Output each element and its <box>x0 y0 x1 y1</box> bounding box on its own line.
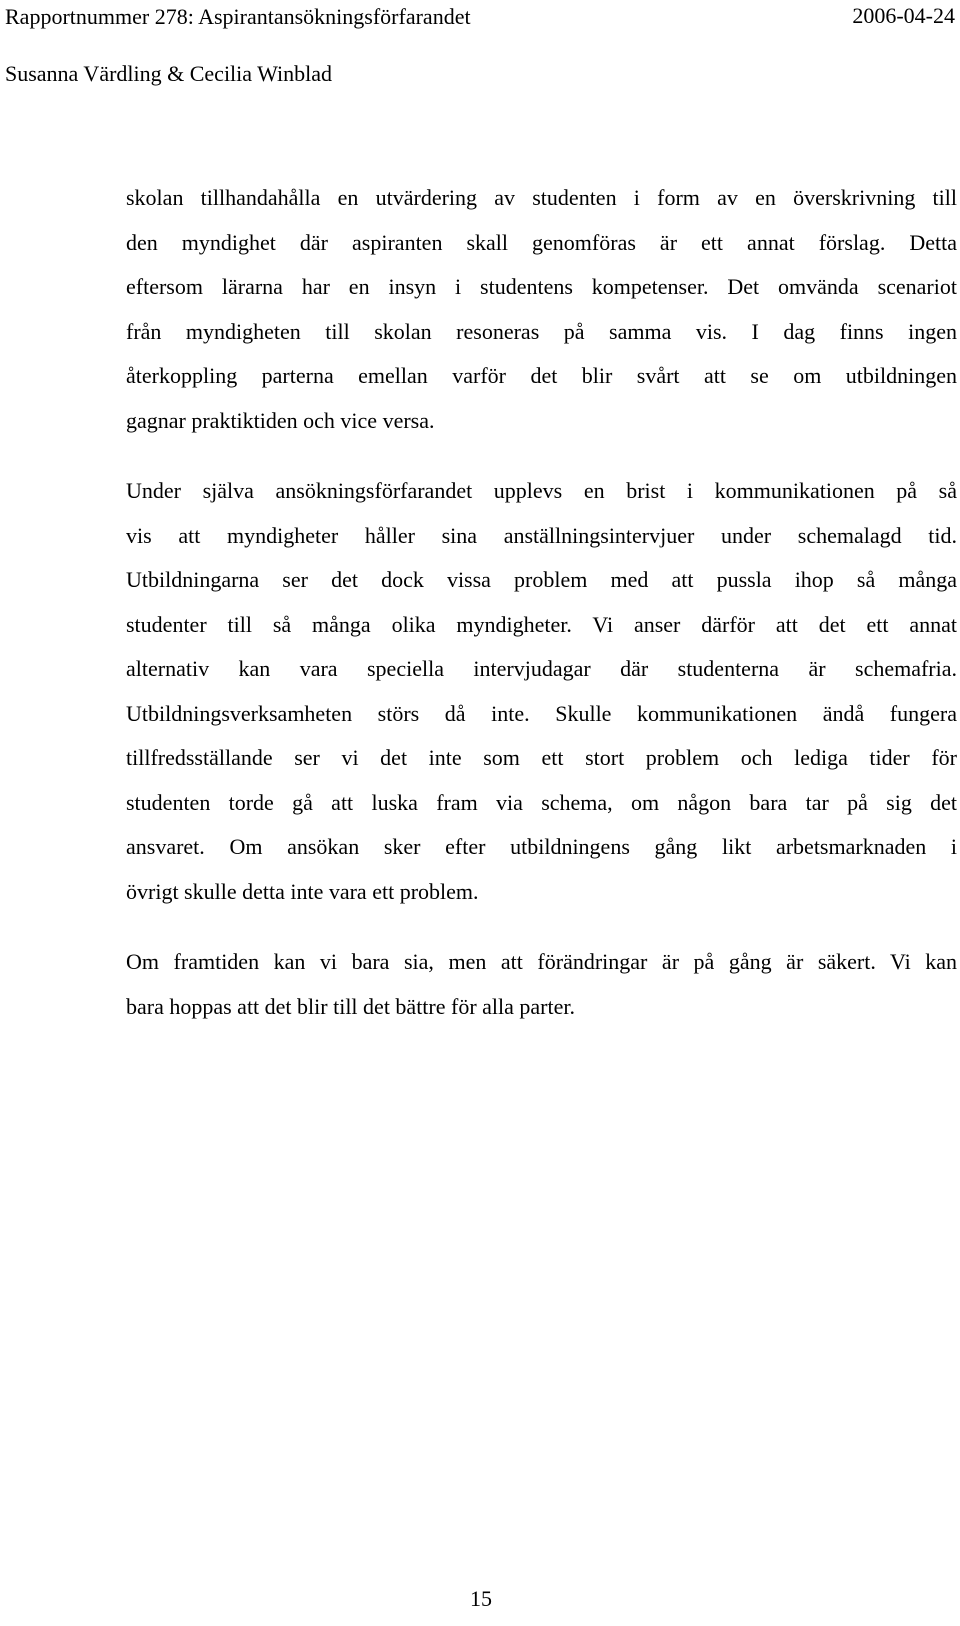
paragraph-3 <box>126 940 957 1029</box>
text-line: vis att myndigheter håller sina anställningsintervjuer under schemalagd tid. <box>126 522 957 548</box>
text-line: tillfredsställande ser vi det inte som ett stort problem och lediga tider för <box>126 745 957 770</box>
report-date: 2006-04-24 <box>852 3 955 28</box>
text-line: gagnar praktiktiden och vice versa. <box>126 407 435 433</box>
text-line: Utbildningarna ser det dock vissa problem med att pussla ihop så många <box>126 567 957 592</box>
report-title: Rapportnummer 278: Aspirantansökningsförfarandet <box>5 4 471 29</box>
page-number-text: 15 <box>470 1586 492 1611</box>
text-line: bara hoppas att det blir till det bättre för alla parter. <box>126 993 575 1019</box>
text-line: Utbildningsverksamheten störs då inte. Skulle kommunikationen ändå fungera <box>126 700 957 726</box>
text-line: studenter till så många olika myndigheter. Vi anser därför att det ett annat <box>126 611 957 637</box>
report-authors: Susanna Värdling & Cecilia Winblad <box>5 61 333 86</box>
text-line: Om framtiden kan vi bara sia, men att förändringar är på gång är säkert. Vi kan <box>126 949 957 974</box>
page-number <box>0 1585 960 1613</box>
header-row <box>5 0 955 33</box>
text-line: ansvaret. Om ansökan sker efter utbildningens gång likt arbetsmarknaden i <box>126 834 957 859</box>
page-header <box>5 0 955 90</box>
text-line: Under själva ansökningsförfarandet upplevs en brist i kommunikationen på så <box>126 478 957 503</box>
paragraph-2 <box>126 469 957 914</box>
paragraph-1 <box>126 176 957 443</box>
body-text <box>126 176 957 1055</box>
text-line: återkoppling parterna emellan varför det blir svårt att se om utbildningen <box>126 363 957 388</box>
text-line: den myndighet där aspiranten skall genomföras är ett annat förslag. Detta <box>126 229 957 255</box>
text-line: alternativ kan vara speciella intervjudagar där studenterna är schemafria. <box>126 656 957 681</box>
text-line: skolan tillhandahålla en utvärdering av studenten i form av en överskrivning till <box>126 185 957 210</box>
text-line: från myndigheten till skolan resoneras på samma vis. I dag finns ingen <box>126 318 957 344</box>
text-line: studenten torde gå att luska fram via schema, om någon bara tar på sig det <box>126 789 957 815</box>
text-line: övrigt skulle detta inte vara ett problem. <box>126 878 479 904</box>
text-line: eftersom lärarna har en insyn i studentens kompetenser. Det omvända scenariot <box>126 274 957 299</box>
